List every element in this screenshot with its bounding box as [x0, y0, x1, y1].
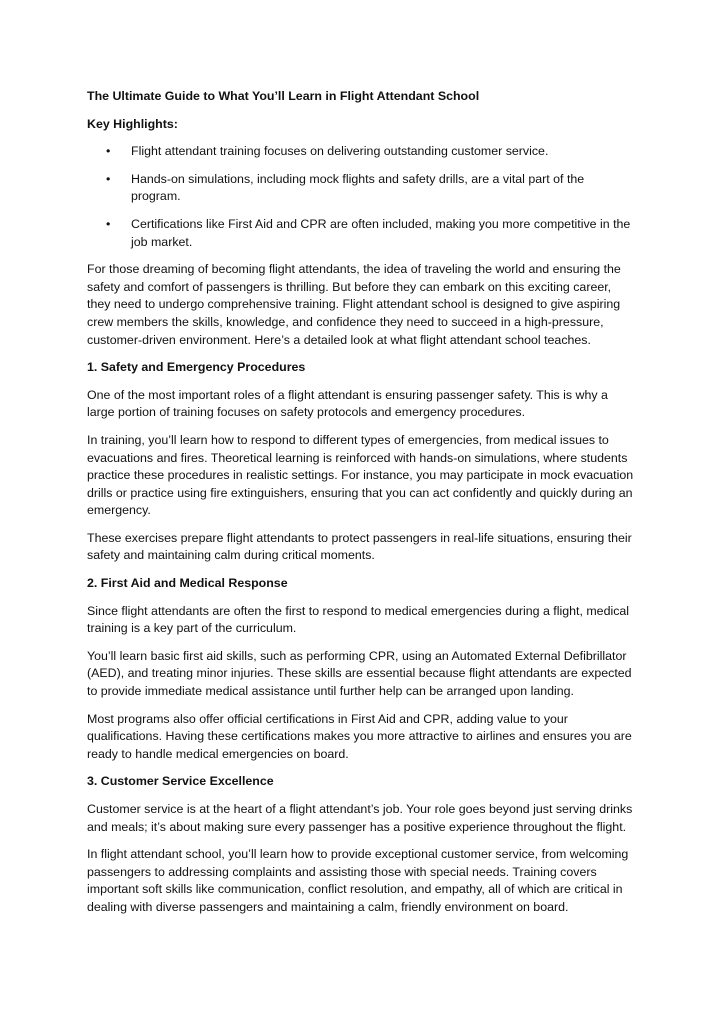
body-paragraph: You’ll learn basic first aid skills, such as performing CPR, using an Automated External Defibrillator (AED), and treating minor injuries. These skills are essential because flight attendants are expected to provide immediate medical assistance until further help can be arranged upon landing. [87, 648, 632, 699]
list-item [87, 143, 635, 161]
document-title: The Ultimate Guide to What You’ll Learn in Flight Attendant School [87, 89, 480, 103]
body-paragraph: Since flight attendants are often the first to respond to medical emergencies during a flight, medical training is a key part of the curriculum. [87, 603, 630, 636]
bullet-icon: • [106, 171, 111, 186]
document-page [87, 88, 635, 927]
bullet-icon: • [106, 216, 111, 231]
intro-paragraph: For those dreaming of becoming flight attendants, the idea of traveling the world and ensuring the safety and comfort of passengers is thrilling. But before they can embark on this exciting career, they need to undergo comprehensive training. Flight attendant school is designed to give aspiring crew members the skills, knowledge, and confidence they need to succeed in a high-pressure, customer-driven environment. Here’s a detailed look at what flight attendant school teaches. [87, 262, 621, 347]
list-item [87, 171, 635, 206]
body-paragraph: In training, you’ll learn how to respond to different types of emergencies, from medical issues to evacuations and fires. Theoretical learning is reinforced with hands-on simulations, where students practice these procedures in realistic settings. For instance, you may participate in mock evacuation drills or practice using fire extinguishers, ensuring that you can act confidently and quickly during an emergency. [87, 432, 634, 518]
highlight-text: Hands-on simulations, including mock flights and safety drills, are a vital part of the program. [131, 171, 585, 204]
body-paragraph: Customer service is at the heart of a flight attendant’s job. Your role goes beyond just serving drinks and meals; it’s about making sure every passenger has a positive experience throughout the flight. [87, 802, 633, 834]
section-heading: 1. Safety and Emergency Procedures [87, 360, 306, 375]
body-paragraph: One of the most important roles of a flight attendant is ensuring passenger safety. This is why a large portion of training focuses on safety protocols and emergency procedures. [87, 387, 608, 420]
list-item [87, 216, 635, 251]
body-paragraph: These exercises prepare flight attendants to protect passengers in real-life situations, ensuring their safety and maintaining calm during critical moments. [87, 530, 632, 563]
bullet-icon: • [106, 144, 111, 159]
body-paragraph: Most programs also offer official certifications in First Aid and CPR, adding value to your qualifications. Having these certifications makes you more attractive to airlines and ensures you are ready to handle medical emergencies on board. [87, 711, 632, 761]
key-highlights-list [87, 143, 635, 251]
body-paragraph: In flight attendant school, you’ll learn how to provide exceptional customer service, from welcoming passengers to addressing complaints and assisting those with special needs. Training covers important soft skills like communication, conflict resolution, and empathy, all of which are critical in dealing with diverse passengers and maintaining a calm, friendly environment on board. [87, 847, 629, 914]
highlight-text: Certifications like First Aid and CPR are often included, making you more competitive in the job market. [131, 216, 631, 249]
section-heading: 2. First Aid and Medical Response [87, 576, 288, 591]
section-heading: 3. Customer Service Excellence [87, 774, 274, 789]
key-highlights-label: Key Highlights: [87, 116, 178, 131]
highlight-text: Flight attendant training focuses on delivering outstanding customer service. [131, 144, 549, 159]
